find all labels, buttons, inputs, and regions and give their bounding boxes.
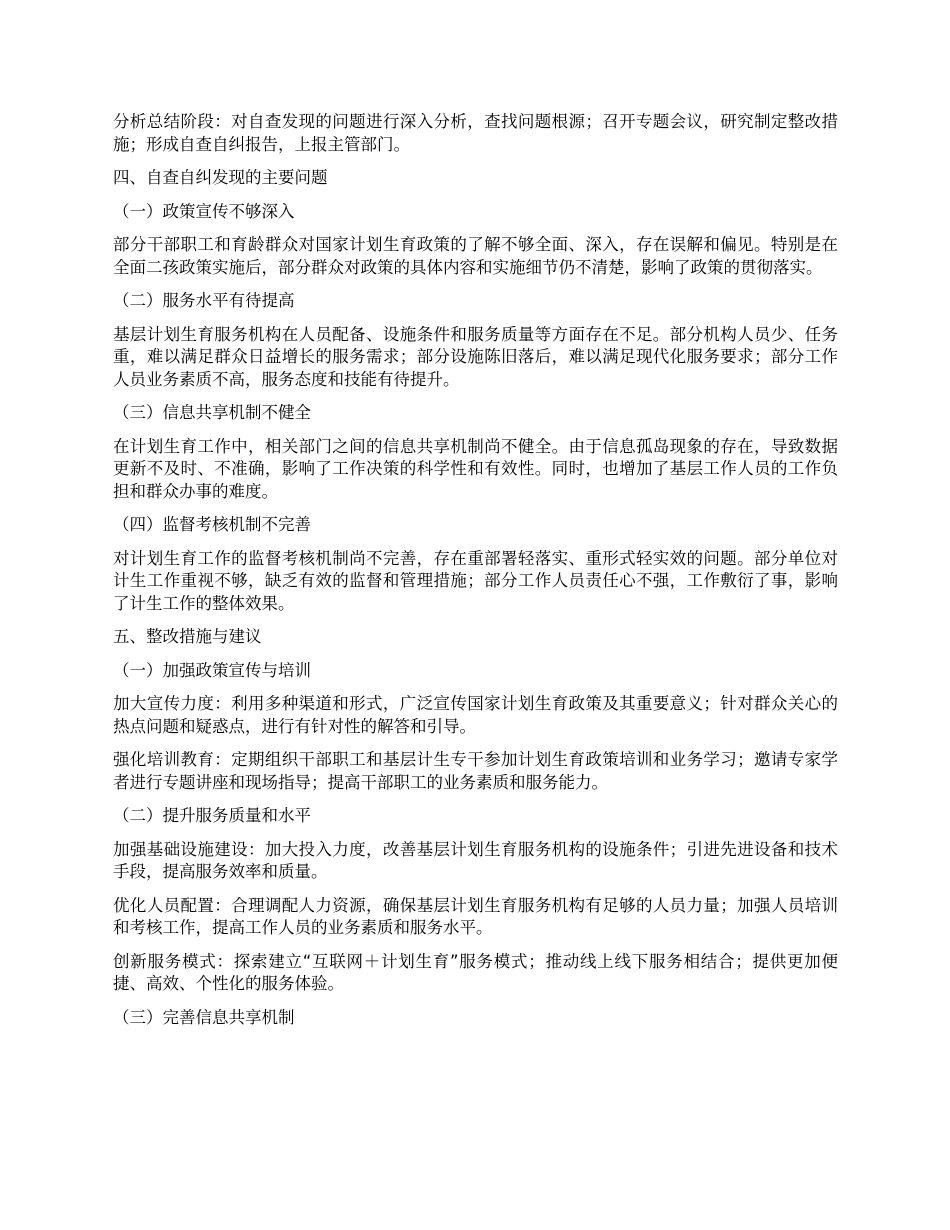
paragraph-increase-publicity: 加大宣传力度：利用多种渠道和形式，广泛宣传国家计划生育政策及其重要意义；针对群众关心的热点问题和疑惑点，进行有针对性的解答和引导。 — [113, 694, 838, 736]
paragraph-policy-publicity: 部分干部职工和育龄群众对国家计划生育政策的了解不够全面、深入，存在误解和偏见。特别是在全面二孩政策实施后，部分群众对政策的具体内容和实施细节仍不清楚，影响了政策的贯彻落实。 — [113, 235, 838, 277]
paragraph-service-model: 创新服务模式：探索建立“互联网＋计划生育”服务模式；推动线上线下服务相结合；提供更加便捷、高效、个性化的服务体验。 — [113, 951, 838, 993]
subheading-supervision: （四）监督考核机制不完善 — [113, 515, 311, 534]
subheading-improve-service: （二）提升服务质量和水平 — [113, 806, 311, 825]
subheading-info-sharing-mechanism: （三）完善信息共享机制 — [113, 1007, 295, 1027]
section-heading-main-problems: 四、自查自纠发现的主要问题 — [113, 168, 328, 187]
paragraph-supervision: 对计划生育工作的监督考核机制尚不完善，存在重部署轻落实、重形式轻实效的问题。部分单位对计生工作重视不够，缺乏有效的监督和管理措施；部分工作人员责任心不强，工作敷衍了事，影响了计生工作的整体效果。 — [113, 548, 838, 613]
paragraph-training-education: 强化培训教育：定期组织干部职工和基层计生专干参加计划生育政策培训和业务学习；邀请专家学者进行专题讲座和现场指导；提高干部职工的业务素质和服务能力。 — [113, 750, 838, 792]
subheading-strengthen-publicity: （一）加强政策宣传与培训 — [113, 660, 311, 680]
paragraph-infrastructure: 加强基础设施建设：加大投入力度，改善基层计划生育服务机构的设施条件；引进先进设备和技术手段，提高服务效率和质量。 — [113, 839, 838, 881]
subheading-policy-publicity: （一）政策宣传不够深入 — [113, 201, 295, 221]
subheading-service-level: （二）服务水平有待提高 — [113, 291, 295, 310]
paragraph-info-sharing: 在计划生育工作中，相关部门之间的信息共享机制尚不健全。由于信息孤岛现象的存在，导致数据更新不及时、不准确，影响了工作决策的科学性和有效性。同时，也增加了基层工作人员的工作负担和群众办事的难度。 — [113, 436, 838, 501]
paragraph-staffing: 优化人员配置：合理调配人力资源，确保基层计划生育服务机构有足够的人员力量；加强人员培训和考核工作，提高工作人员的业务素质和服务水平。 — [113, 895, 838, 937]
paragraph-service-level: 基层计划生育服务机构在人员配备、设施条件和服务质量等方面存在不足。部分机构人员少、任务重，难以满足群众日益增长的服务需求；部分设施陈旧落后，难以满足现代化服务要求；部分工作人员业务素质不高，服务态度和技能有待提升。 — [113, 324, 838, 389]
subheading-info-sharing: （三）信息共享机制不健全 — [113, 403, 311, 422]
paragraph-analysis-summary: 分析总结阶段：对自查发现的问题进行深入分析，查找问题根源；召开专题会议，研究制定整改措施；形成自查自纠报告，上报主管部门。 — [113, 112, 838, 154]
section-heading-rectification: 五、整改措施与建议 — [113, 627, 262, 646]
